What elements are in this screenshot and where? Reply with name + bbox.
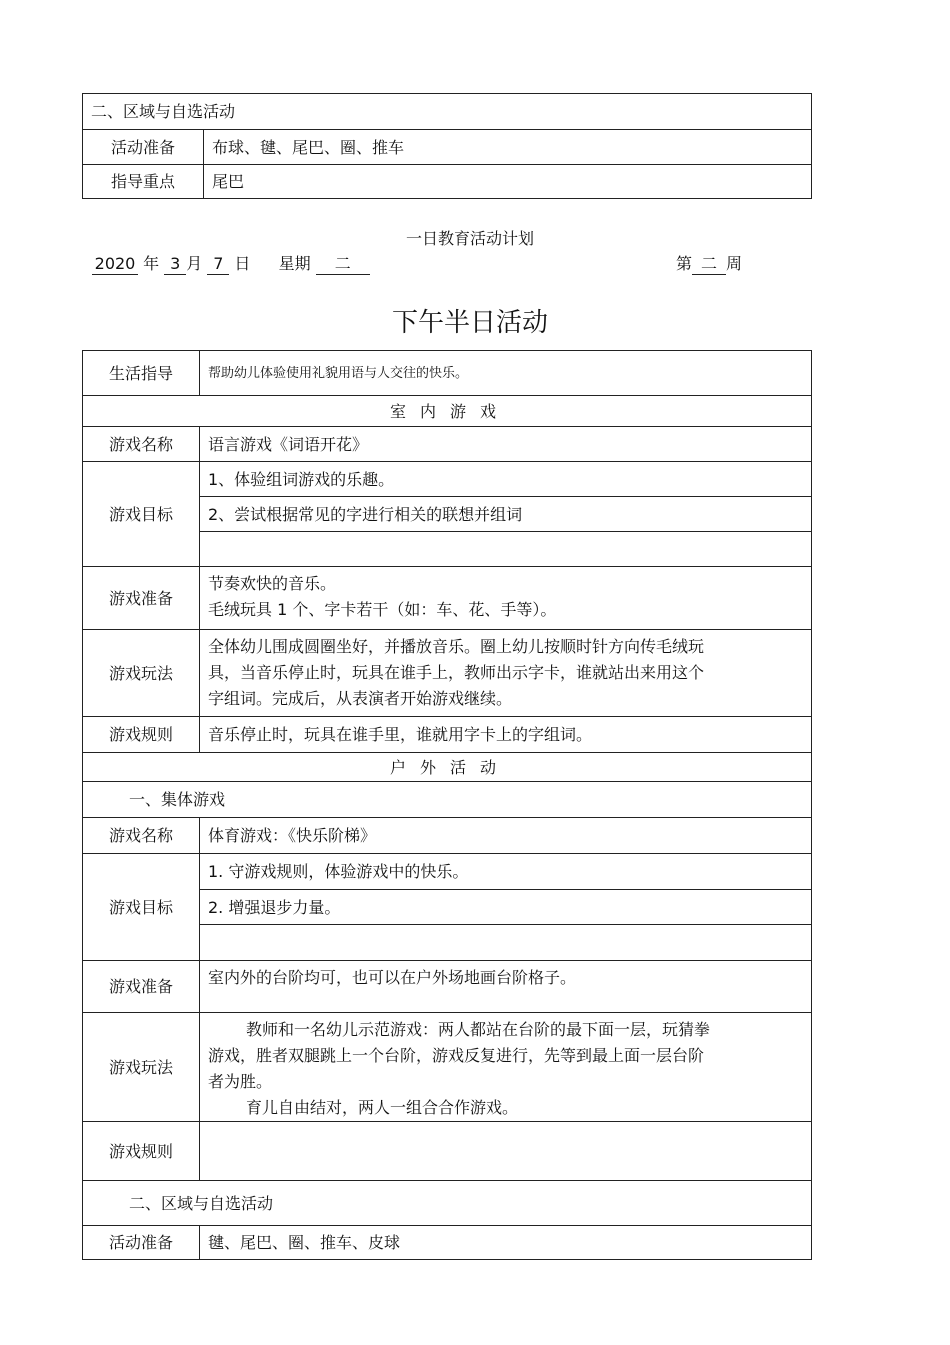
outdoor-play-label: 游戏玩法 [83,1013,200,1122]
area-prep-label: 活动准备 [83,1226,200,1260]
indoor-goal-2: 2、尝试根据常见的字进行相关的联想并组词 [200,497,812,532]
indoor-games-header: 室内游戏 [83,396,812,427]
indoor-goal-3 [200,532,812,567]
indoor-rule-label: 游戏规则 [83,717,200,753]
week-value: 二 [692,254,726,275]
indoor-prep-line: 毛绒玩具 1 个、字卡若干（如：车、花、手等）。 [208,600,557,619]
month-value: 3 [164,254,186,275]
weekday-value: 二 [316,254,370,275]
outdoor-play-line: 者为胜。 [208,1072,273,1091]
outdoor-play-line: 教师和一名幼儿示范游戏：两人都站在台阶的最下面一层，玩猜拳 [246,1020,711,1039]
indoor-play-line: 字组词。完成后，从表演者开始游戏继续。 [208,689,513,708]
indoor-play-value [200,630,812,717]
group-game-title: 一、集体游戏 [83,782,812,818]
weekday-label: 星期 [278,254,311,273]
indoor-prep-line: 节奏欢快的音乐。 [208,574,337,593]
year-unit: 年 [143,254,160,273]
main-title: 下午半日活动 [391,308,548,338]
outdoor-play-value [200,1013,812,1122]
top-activity-table [82,93,812,199]
indoor-play-label: 游戏玩法 [83,630,200,717]
date-line [92,251,370,275]
area-activity-title: 二、区域与自选活动 [83,1181,812,1226]
indoor-play-line: 具，当音乐停止时，玩具在谁手上，教师出示字卡，谁就站出来用这个 [208,663,705,682]
outdoor-name-label: 游戏名称 [83,818,200,854]
outdoor-play-line: 育儿自由结对，两人一组合合作游戏。 [246,1098,519,1117]
afternoon-activity-table [82,350,812,1260]
outdoor-goal-2: 2. 增强退步力量。 [200,890,812,925]
year-value: 2020 [92,254,138,275]
focus-label: 指导重点 [83,165,204,199]
prep-value: 布球、毽、尾巴、圈、推车 [204,130,812,165]
indoor-play-line: 全体幼儿围成圆圈坐好，并播放音乐。圈上幼儿按顺时针方向传毛绒玩 [208,637,705,656]
indoor-goal-1: 1、体验组词游戏的乐趣。 [200,462,812,497]
focus-value: 尾巴 [204,165,812,199]
area-section-title: 二、区域与自选活动 [83,94,812,130]
outdoor-prep-value: 室内外的台阶均可，也可以在户外场地画台阶格子。 [200,961,812,1013]
day-value: 7 [207,254,229,275]
outdoor-goal-1: 1. 守游戏规则，体验游戏中的快乐。 [200,854,812,890]
outdoor-goal-3 [200,925,812,961]
indoor-goal-label: 游戏目标 [83,462,200,567]
outdoor-play-line: 游戏，胜者双腿跳上一个台阶，游戏反复进行，先等到最上面一层台阶 [208,1046,705,1065]
indoor-name-value: 语言游戏《词语开花》 [200,427,812,462]
prep-label: 活动准备 [83,130,204,165]
outdoor-activities-header: 户外活动 [83,753,812,782]
indoor-rule-value: 音乐停止时，玩具在谁手里，谁就用字卡上的字组词。 [200,717,812,753]
indoor-prep-value [200,567,812,630]
month-unit: 月 [186,254,203,273]
life-guide-label: 生活指导 [83,351,200,396]
outdoor-rule-label: 游戏规则 [83,1122,200,1181]
outdoor-rule-value [200,1122,812,1181]
outdoor-prep-label: 游戏准备 [83,961,200,1013]
indoor-prep-label: 游戏准备 [83,567,200,630]
life-guide-value: 帮助幼儿体验使用礼貌用语与人交往的快乐。 [200,351,812,396]
indoor-name-label: 游戏名称 [83,427,200,462]
plan-title: 一日教育活动计划 [405,229,534,248]
day-unit: 日 [234,254,251,273]
week-suffix: 周 [726,254,743,273]
week-prefix: 第 [676,254,693,273]
outdoor-name-value: 体育游戏：《快乐阶梯》 [200,818,812,854]
week-line [676,251,742,275]
area-prep-value: 毽、尾巴、圈、推车、皮球 [200,1226,812,1260]
outdoor-goal-label: 游戏目标 [83,854,200,961]
